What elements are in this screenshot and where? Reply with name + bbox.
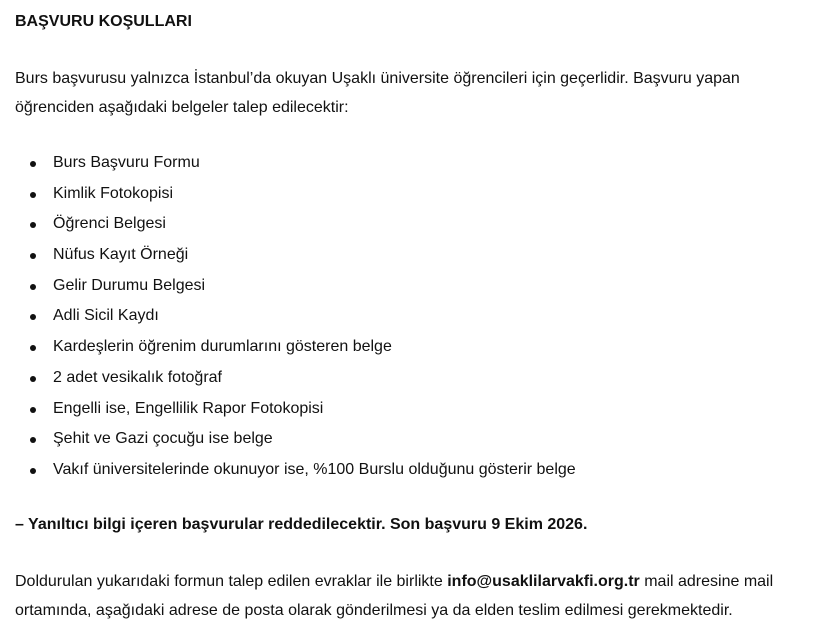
closing-text-end: mail adresine mail ortamında, aşağıdaki adrese de posta olarak gönderilmesi ya da elden teslim edilmesi gerekmektedir. [15,573,774,619]
bullet-icon [30,376,36,382]
list-item [15,332,576,363]
contact-email: info@usaklilarvakfi.org.tr [447,573,640,590]
document-label: Nüfus Kayıt Örneği [53,246,189,264]
document-label: Şehit ve Gazi çocuğu ise belge [53,430,273,448]
closing-paragraph [15,567,825,625]
list-item [15,301,576,332]
document-label: Adli Sicil Kaydı [53,307,159,325]
document-label: Kardeşlerin öğrenim durumlarını gösteren belge [53,338,392,356]
bullet-icon [30,407,36,413]
warning-note: – Yanıltıcı bilgi içeren başvurular reddedilecektir. Son başvuru 9 Ekim 2026. [15,516,588,533]
document-label: Engelli ise, Engellilik Rapor Fotokopisi [53,399,324,417]
document-label: Kimlik Fotokopisi [53,184,174,202]
bullet-icon [30,314,36,320]
list-item [15,271,576,302]
list-item [15,148,576,179]
document-label: Öğrenci Belgesi [53,215,166,233]
required-documents-list [15,148,576,486]
bullet-icon [30,345,36,351]
list-item [15,455,576,486]
bullet-icon [30,437,36,443]
list-item [15,240,576,271]
document-label: Burs Başvuru Formu [53,154,200,171]
document-label: 2 adet vesikalık fotoğraf [53,368,222,386]
bullet-icon [30,192,36,198]
intro-paragraph: Burs başvurusu yalnızca İstanbul’da okuyan Uşaklı üniversite öğrencileri için geçerlidir. Başvuru yapan öğrenciden aşağıdaki belgeler talep edilecektir: [15,70,740,116]
document-label: Vakıf üniversitelerinde okunuyor ise, %100 Burslu olduğunu gösterir belge [53,460,576,478]
bullet-icon [30,468,36,474]
list-item [15,424,576,455]
closing-text-start: Doldurulan yukarıdaki formun talep edilen evraklar ile birlikte [15,573,448,590]
section-heading: BAŞVURU KOŞULLARI [15,13,192,30]
list-item [15,209,576,240]
bullet-icon [30,253,36,259]
bullet-icon [30,161,36,167]
list-item [15,394,576,425]
bullet-icon [30,284,36,290]
bullet-icon [30,222,36,228]
document-label: Gelir Durumu Belgesi [53,276,206,294]
list-item [15,179,576,210]
list-item [15,363,576,394]
